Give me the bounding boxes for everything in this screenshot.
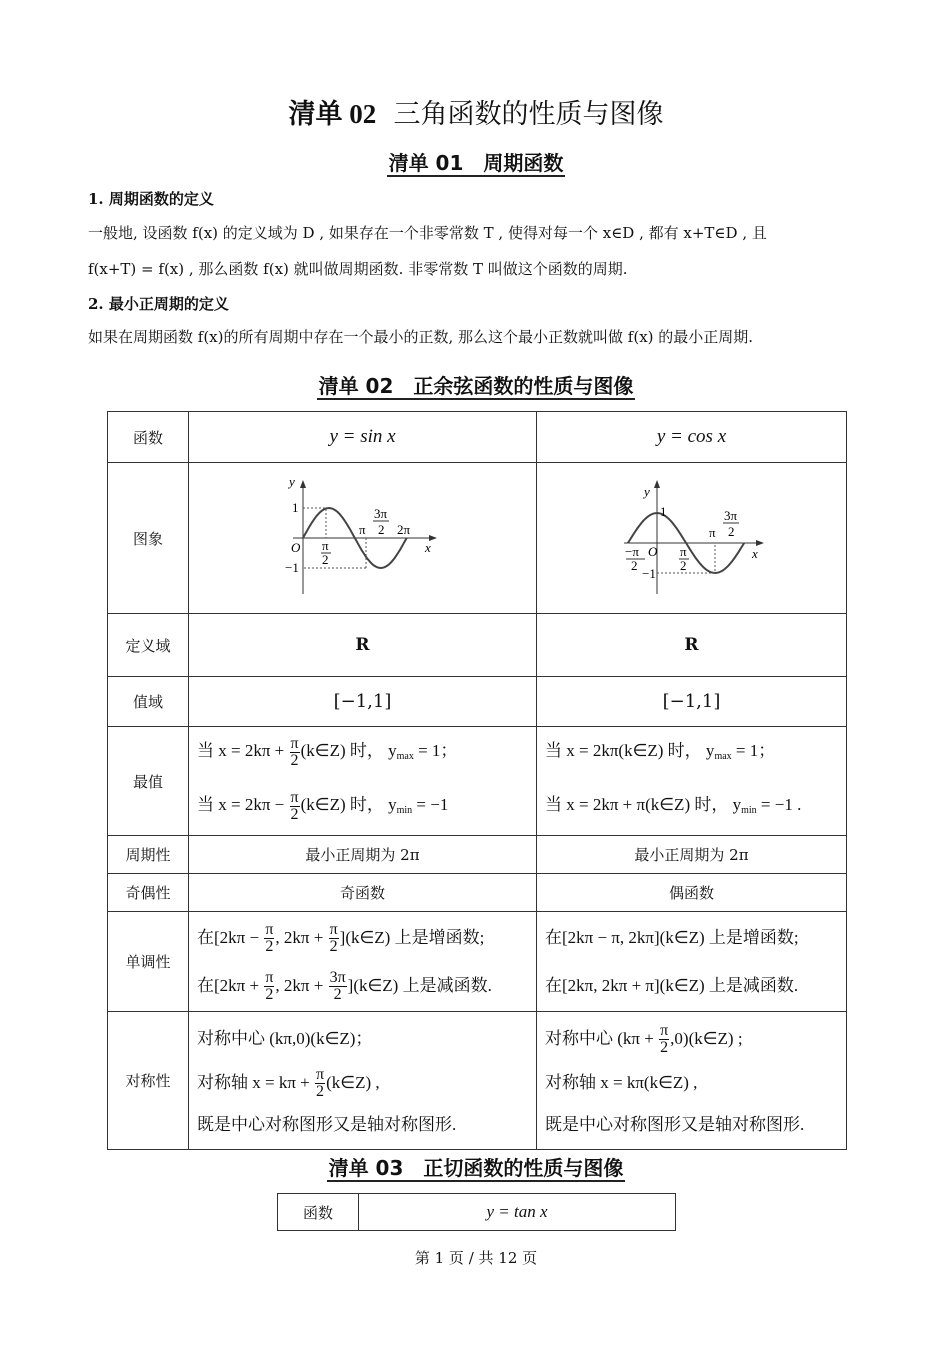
formula-line <box>197 781 528 835</box>
cos-symmetry <box>537 1012 847 1150</box>
formula-text: 对称中心 (kπ,0)(k∈Z)； <box>197 1028 373 1048</box>
tick-3pi-half-den: 2 <box>727 523 734 539</box>
label: 定义域 <box>108 614 189 677</box>
numerator: π <box>329 921 338 939</box>
y-label: y <box>288 473 295 489</box>
section-heading-3-text: 清单 03 正切函数的性质与图像 <box>328 1156 624 1180</box>
denominator: 2 <box>265 938 274 956</box>
row-parity <box>108 874 847 912</box>
y-arrow <box>654 480 660 488</box>
formula-text: (k∈Z) , <box>326 1072 380 1092</box>
row-domain <box>108 614 847 677</box>
formula-text: 当 x = 2kπ(k∈Z) 时， y <box>545 741 715 760</box>
denominator: 2 <box>316 1083 325 1101</box>
def1-heading: 1. 周期函数的定义 <box>88 190 214 208</box>
row-range <box>108 677 847 727</box>
cos-extrema <box>537 727 847 836</box>
sin-graph <box>283 474 443 599</box>
formula-text: ](k∈Z) 上是减函数. <box>347 975 492 995</box>
formula-line <box>545 962 838 1010</box>
tick-pi-half-num: π <box>321 537 329 553</box>
tick-neg1: −1 <box>284 559 299 575</box>
formula-text: 对称轴 x = kπ(k∈Z) , <box>545 1072 698 1092</box>
formula-text: 当 x = 2kπ + π(k∈Z) 时， y <box>545 795 742 814</box>
cos-range: [−1,1] <box>537 677 847 727</box>
tick-neg1: −1 <box>641 565 656 581</box>
tick-1: 1 <box>659 503 666 519</box>
tick-neg-pi-half-num: −π <box>624 543 639 559</box>
tick-3pi-half-num: 3π <box>373 505 387 521</box>
label: 单调性 <box>108 912 189 1012</box>
formula-text: 既是中心对称图形又是轴对称图形. <box>545 1114 805 1134</box>
title-text: 三角函数的性质与图像 <box>393 99 664 130</box>
fraction <box>264 970 274 1003</box>
denominator: 2 <box>290 751 299 769</box>
sin-monotonicity <box>189 912 537 1012</box>
numerator: π <box>290 788 299 806</box>
tan-table <box>277 1193 676 1231</box>
numerator: π <box>660 1022 669 1040</box>
cos-graph <box>612 474 772 599</box>
section-heading-2-text: 清单 02 正余弦函数的性质与图像 <box>318 374 634 398</box>
label: 函数 <box>278 1194 359 1231</box>
numerator: π <box>290 734 299 752</box>
denominator: 2 <box>290 805 299 823</box>
title-number: 清单 02 <box>288 99 377 129</box>
row-function <box>278 1194 676 1231</box>
fraction <box>659 1023 669 1056</box>
section-heading-1-text: 清单 01 周期函数 <box>388 151 564 175</box>
tick-2pi: 2π <box>396 521 410 537</box>
fraction <box>315 1067 325 1100</box>
tick-pi-half-num: π <box>679 543 687 559</box>
formula-text: = 1； <box>731 741 776 760</box>
formula-text: 当 x = 2kπ − <box>197 795 289 814</box>
formula-text: , 2kπ + <box>275 975 328 995</box>
tick-3pi-half-den: 2 <box>377 521 384 537</box>
row-monotonicity <box>108 912 847 1012</box>
sin-parity: 奇函数 <box>189 874 537 912</box>
formula-line <box>545 781 838 835</box>
tan-function: y = tan x <box>359 1194 676 1231</box>
cos-period: 最小正周期为 2π <box>537 836 847 874</box>
tick-pi-half-den: 2 <box>679 557 686 573</box>
formula-text: ](k∈Z) 上是增函数; <box>339 927 485 947</box>
y-arrow <box>300 480 306 488</box>
label: 函数 <box>108 412 189 463</box>
fraction <box>264 922 274 955</box>
formula-line <box>197 962 528 1010</box>
cos-domain: R <box>537 614 847 677</box>
fraction <box>329 922 339 955</box>
x-label: x <box>424 539 431 555</box>
def2-heading: 2. 最小正周期的定义 <box>88 295 229 313</box>
formula-line <box>545 1017 838 1061</box>
label: 值域 <box>108 677 189 727</box>
numerator: π <box>265 921 274 939</box>
formula-line <box>197 1061 528 1105</box>
formula-text: 在[2kπ + <box>197 975 264 995</box>
denominator: 2 <box>333 986 342 1004</box>
formula-line <box>545 727 838 781</box>
formula-line <box>197 727 528 781</box>
formula-text: = 1； <box>413 741 458 760</box>
formula-line <box>545 1105 838 1145</box>
tick-1: 1 <box>291 499 298 515</box>
formula-text: 既是中心对称图形又是轴对称图形. <box>197 1114 457 1134</box>
tick-pi: π <box>708 524 716 540</box>
formula-text: 在[2kπ, 2kπ + π](k∈Z) 上是减函数. <box>545 975 799 995</box>
formula-text: (k∈Z) 时， y <box>300 741 397 760</box>
formula-text: ,0)(k∈Z) ; <box>670 1028 743 1048</box>
section-heading-1 <box>0 147 952 176</box>
tick-3pi-half-num: 3π <box>723 507 737 523</box>
sin-symmetry <box>189 1012 537 1150</box>
formula-line <box>197 914 528 962</box>
formula-text: = −1 . <box>756 795 802 814</box>
formula-line <box>197 1017 528 1061</box>
denominator: 2 <box>660 1039 669 1057</box>
label: 最值 <box>108 727 189 836</box>
x-label: x <box>751 545 758 561</box>
label: 图象 <box>108 463 189 614</box>
formula-text: = −1 <box>412 795 449 814</box>
cos-function: y = cos x <box>537 412 847 463</box>
tick-neg-pi-half-den: 2 <box>630 557 637 573</box>
denominator: 2 <box>265 986 274 1004</box>
label: 对称性 <box>108 1012 189 1150</box>
formula-text: 当 x = 2kπ + <box>197 741 289 760</box>
formula-text: (k∈Z) 时， y <box>300 795 397 814</box>
row-period <box>108 836 847 874</box>
section-heading-2 <box>0 370 952 399</box>
sin-extrema <box>189 727 537 836</box>
cos-parity: 偶函数 <box>537 874 847 912</box>
numerator: π <box>265 969 274 987</box>
section-heading-3 <box>0 1152 952 1181</box>
numerator: 3π <box>329 969 346 987</box>
subscript: min <box>741 805 757 816</box>
row-symmetry <box>108 1012 847 1150</box>
formula-text: 在[2kπ − π, 2kπ](k∈Z) 上是增函数; <box>545 927 799 947</box>
document-title <box>0 92 952 131</box>
row-function <box>108 412 847 463</box>
def1-line2: f(x+T) = f(x) , 那么函数 f(x) 就叫做周期函数. 非零常数 T 叫做这个函数的周期. <box>88 260 628 278</box>
sin-range: [−1,1] <box>189 677 537 727</box>
tick-pi-half-den: 2 <box>321 551 328 567</box>
row-extrema <box>108 727 847 836</box>
row-graph <box>108 463 847 614</box>
formula-line <box>197 1105 528 1145</box>
tick-pi: π <box>358 521 366 537</box>
subscript: min <box>396 805 413 816</box>
subscript: max <box>714 751 732 762</box>
origin-label: O <box>647 543 657 559</box>
cos-monotonicity <box>537 912 847 1012</box>
label: 奇偶性 <box>108 874 189 912</box>
denominator: 2 <box>329 938 338 956</box>
def2-line1: 如果在周期函数 f(x)的所有周期中存在一个最小的正数, 那么这个最小正数就叫做 f(x) 的最小正周期. <box>88 328 754 346</box>
sin-function: y = sin x <box>189 412 537 463</box>
formula-text: , 2kπ + <box>275 927 328 947</box>
label: 周期性 <box>108 836 189 874</box>
formula-text: 对称中心 (kπ + <box>545 1028 659 1048</box>
formula-text: 对称轴 x = kπ + <box>197 1072 315 1092</box>
y-label: y <box>643 483 650 499</box>
sin-period: 最小正周期为 2π <box>189 836 537 874</box>
formula-line <box>545 1061 838 1105</box>
sin-domain: R <box>189 614 537 677</box>
origin-label: O <box>290 539 300 555</box>
formula-line <box>545 914 838 962</box>
formula-text: 在[2kπ − <box>197 927 264 947</box>
def1-line1: 一般地, 设函数 f(x) 的定义域为 D , 如果存在一个非零常数 T , 使得对每一个 x∈D , 都有 x+T∈D , 且 <box>88 224 767 242</box>
subscript: max <box>396 751 414 762</box>
fraction <box>290 736 300 769</box>
cos-graph-cell <box>537 463 847 614</box>
sin-cos-table <box>107 411 847 1150</box>
numerator: π <box>316 1066 325 1084</box>
sin-graph-cell <box>189 463 537 614</box>
page-footer: 第 1 页 / 共 12 页 <box>414 1249 538 1267</box>
fraction <box>329 970 347 1003</box>
fraction <box>290 790 300 823</box>
